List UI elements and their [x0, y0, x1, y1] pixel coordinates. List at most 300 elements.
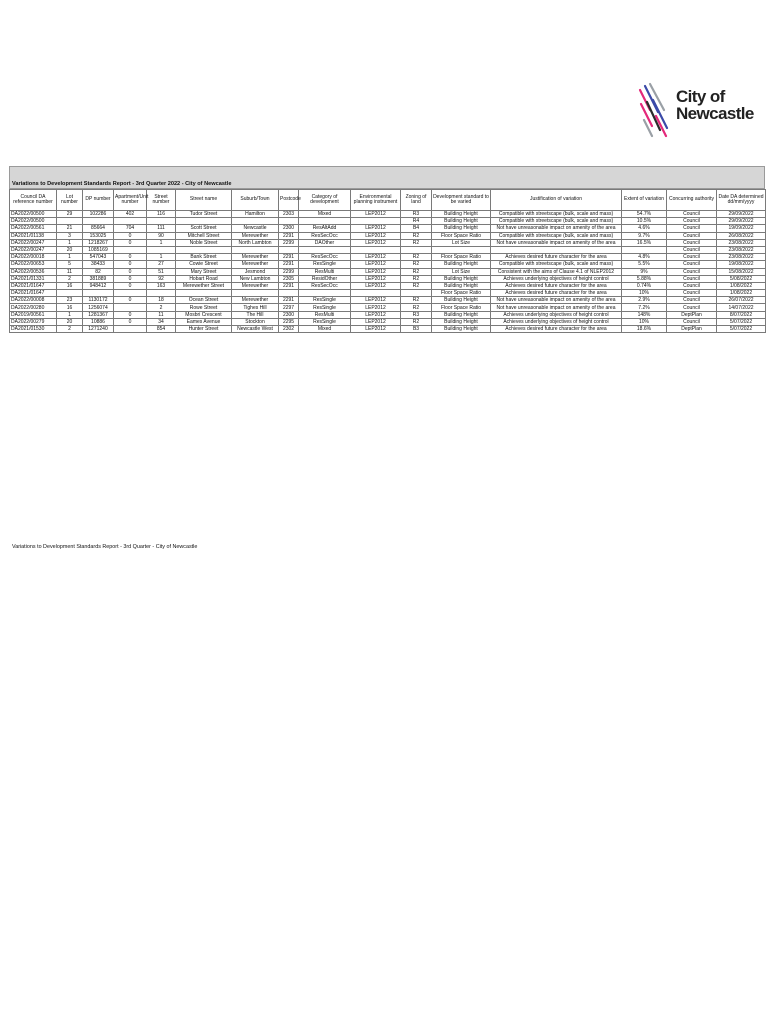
table-cell: DA2022/00247: [10, 239, 57, 246]
table-cell: 0.74%: [622, 282, 667, 289]
table-cell: Council: [667, 254, 717, 261]
table-cell: Achieves desired future character for the area: [491, 254, 622, 261]
table-cell: ResSingle: [299, 261, 351, 268]
table-cell: [147, 218, 176, 225]
table-cell: 2: [57, 326, 83, 333]
column-header: Development standard to be varied: [432, 190, 491, 211]
table-cell: Not have unreasonable impact on amenity of the area: [491, 304, 622, 311]
table-cell: 163: [147, 282, 176, 289]
table-cell: 29/09/2022: [717, 211, 766, 218]
table-cell: 51: [147, 268, 176, 275]
table-cell: 18.6%: [622, 326, 667, 333]
table-cell: Achieves underlying objectives of height control: [491, 318, 622, 325]
table-cell: 29/09/2022: [717, 218, 766, 225]
table-cell: 5.5%: [622, 261, 667, 268]
table-row: [10, 261, 766, 268]
table-cell: 5/08/2022: [717, 275, 766, 282]
table-cell: Compatible with streetscape (bulk, scale and mass): [491, 211, 622, 218]
table-cell: Council: [667, 318, 717, 325]
table-cell: 1: [147, 239, 176, 246]
table-cell: 2300: [279, 311, 299, 318]
table-cell: 148%: [622, 311, 667, 318]
table-cell: LEP2012: [351, 211, 401, 218]
table-cell: Lot Size: [432, 268, 491, 275]
table-cell: Council: [667, 290, 717, 297]
table-cell: 19/08/2022: [717, 261, 766, 268]
table-cell: 20: [57, 246, 83, 253]
table-cell: Building Height: [432, 311, 491, 318]
table-cell: 1: [57, 239, 83, 246]
table-cell: Achieves desired future character for the area: [491, 290, 622, 297]
table-cell: 1: [57, 254, 83, 261]
table-cell: Tighes Hill: [232, 304, 279, 311]
table-cell: [232, 246, 279, 253]
table-cell: [57, 218, 83, 225]
table-cell: 1/08/2022: [717, 282, 766, 289]
table-row: [10, 225, 766, 232]
table-cell: Compatible with streetscape (bulk, scale and mass): [491, 218, 622, 225]
table-cell: Building Height: [432, 211, 491, 218]
table-cell: R2: [401, 282, 432, 289]
table-cell: Floor Space Ratio: [432, 304, 491, 311]
table-cell: 3: [57, 232, 83, 239]
table-cell: 547043: [83, 254, 114, 261]
table-cell: 0: [114, 311, 147, 318]
table-cell: R2: [401, 261, 432, 268]
table-cell: 2.9%: [622, 297, 667, 304]
table-cell: 5.88%: [622, 275, 667, 282]
table-cell: DA2021/01647: [10, 290, 57, 297]
table-cell: 29: [57, 211, 83, 218]
table-cell: Tudor Street: [176, 211, 232, 218]
table-cell: DeptPlan: [667, 326, 717, 333]
table-cell: DA2022/00247: [10, 246, 57, 253]
table-cell: 54.7%: [622, 211, 667, 218]
table-cell: Floor Space Ratio: [432, 254, 491, 261]
table-cell: Lot Size: [432, 239, 491, 246]
table-cell: Mary Street: [176, 268, 232, 275]
table-cell: R2: [401, 297, 432, 304]
table-cell: 2305: [279, 275, 299, 282]
table-cell: Compatible with streetscape (bulk, scale and mass): [491, 261, 622, 268]
table-cell: [232, 218, 279, 225]
table-cell: Council: [667, 218, 717, 225]
table-cell: Floor Space Ratio: [432, 232, 491, 239]
table-cell: ResMulti: [299, 311, 351, 318]
table-cell: 90: [147, 232, 176, 239]
table-cell: R3: [401, 311, 432, 318]
table-cell: R3: [401, 211, 432, 218]
table-cell: [279, 290, 299, 297]
table-cell: [299, 290, 351, 297]
table-cell: Not have unreasonable impact on amenity of the area: [491, 297, 622, 304]
table-cell: 20: [57, 318, 83, 325]
table-cell: 0: [114, 268, 147, 275]
table-cell: 23/08/2022: [717, 239, 766, 246]
table-cell: Mosbri Crescent: [176, 311, 232, 318]
table-cell: 82: [83, 268, 114, 275]
table-cell: R2: [401, 239, 432, 246]
table-cell: 1130172: [83, 297, 114, 304]
table-cell: 102286: [83, 211, 114, 218]
table-cell: Compatible with streetscape (bulk, scale and mass): [491, 232, 622, 239]
table-row: [10, 254, 766, 261]
table-cell: 0: [114, 282, 147, 289]
table-cell: [491, 246, 622, 253]
table-cell: R2: [401, 275, 432, 282]
table-cell: Newcastle: [232, 225, 279, 232]
table-cell: LEP2012: [351, 275, 401, 282]
table-cell: Noble Street: [176, 239, 232, 246]
table-cell: DA2022/00280: [10, 304, 57, 311]
table-cell: DeptPlan: [667, 311, 717, 318]
table-cell: Council: [667, 232, 717, 239]
table-cell: 9.7%: [622, 232, 667, 239]
table-cell: 27: [147, 261, 176, 268]
table-cell: 381889: [83, 275, 114, 282]
table-cell: Building Height: [432, 282, 491, 289]
table-cell: Floor Space Ratio: [432, 290, 491, 297]
table-cell: LEP2012: [351, 232, 401, 239]
table-cell: 1/08/2022: [717, 290, 766, 297]
table-cell: B3: [401, 326, 432, 333]
table-cell: Hamilton: [232, 211, 279, 218]
table-cell: 8/07/2022: [717, 311, 766, 318]
table-cell: 85664: [83, 225, 114, 232]
table-cell: 23/08/2022: [717, 246, 766, 253]
table-cell: DA2022/00561: [10, 225, 57, 232]
table-cell: 16.5%: [622, 239, 667, 246]
table-cell: Scott Street: [176, 225, 232, 232]
table-cell: Achieves desired future character for the area: [491, 326, 622, 333]
table-cell: 26/08/2022: [717, 232, 766, 239]
table-cell: DA2022/00008: [10, 297, 57, 304]
table-cell: [83, 290, 114, 297]
table-cell: ResSingle: [299, 297, 351, 304]
table-row: [10, 275, 766, 282]
table-row: [10, 218, 766, 225]
table-cell: 26/07/2022: [717, 297, 766, 304]
table-cell: 2291: [279, 261, 299, 268]
table-cell: 1218267: [83, 239, 114, 246]
table-cell: DA2022/00500: [10, 218, 57, 225]
column-header: Apartment/Unit number: [114, 190, 147, 211]
table-cell: Building Height: [432, 297, 491, 304]
table-cell: [83, 218, 114, 225]
table-row: [10, 268, 766, 275]
table-cell: North Lambton: [232, 239, 279, 246]
table-row: [10, 311, 766, 318]
table-cell: Not have unreasonable impact on amenity of the area: [491, 225, 622, 232]
column-header: Zoning of land: [401, 190, 432, 211]
table-cell: LEP2012: [351, 318, 401, 325]
table-cell: [279, 218, 299, 225]
table-cell: DA2021/01138: [10, 232, 57, 239]
table-cell: 854: [147, 326, 176, 333]
table-cell: [622, 246, 667, 253]
column-header: DP number: [83, 190, 114, 211]
column-header: Date DA determined dd/mm/yyyy: [717, 190, 766, 211]
table-cell: [114, 304, 147, 311]
table-row: [10, 326, 766, 333]
table-cell: 21: [57, 225, 83, 232]
table-cell: Council: [667, 211, 717, 218]
table-cell: Merewether: [232, 282, 279, 289]
column-header: Concurring authority: [667, 190, 717, 211]
table-cell: ResSecOcc: [299, 232, 351, 239]
table-cell: 16: [57, 304, 83, 311]
column-header: Environmental planning instrument: [351, 190, 401, 211]
table-cell: Achieves underlying objectives of height control: [491, 311, 622, 318]
table-cell: Hobart Road: [176, 275, 232, 282]
table-cell: R2: [401, 268, 432, 275]
table-cell: LEP2012: [351, 311, 401, 318]
table-cell: The Hill: [232, 311, 279, 318]
table-cell: [176, 246, 232, 253]
table-row: [10, 239, 766, 246]
column-header: Street name: [176, 190, 232, 211]
table-cell: 5: [57, 261, 83, 268]
table-cell: 14/07/2022: [717, 304, 766, 311]
table-cell: DA2019/00561: [10, 311, 57, 318]
table-cell: DA2021/01647: [10, 282, 57, 289]
table-cell: R4: [401, 218, 432, 225]
table-row: [10, 282, 766, 289]
table-cell: 1281367: [83, 311, 114, 318]
table-cell: [432, 246, 491, 253]
table-cell: ResSecOcc: [299, 282, 351, 289]
table-cell: [176, 218, 232, 225]
table-cell: [401, 246, 432, 253]
table-cell: 2302: [279, 326, 299, 333]
report-title: Variations to Development Standards Report - 3rd Quarter 2022 - City of Newcastle: [12, 181, 232, 187]
table-row: [10, 246, 766, 253]
table-cell: 0: [114, 254, 147, 261]
table-cell: B4: [401, 225, 432, 232]
table-cell: [147, 246, 176, 253]
table-cell: Mixed: [299, 326, 351, 333]
column-header: Postcode: [279, 190, 299, 211]
table-cell: Rowe Street: [176, 304, 232, 311]
table-cell: 111: [147, 225, 176, 232]
table-cell: 0: [114, 275, 147, 282]
table-cell: Building Height: [432, 218, 491, 225]
table-cell: [401, 290, 432, 297]
table-cell: [299, 218, 351, 225]
table-cell: Jesmond: [232, 268, 279, 275]
table-cell: Eames Avenue: [176, 318, 232, 325]
table-cell: 10%: [622, 318, 667, 325]
logo-text-line2: Newcastle: [676, 104, 754, 123]
table-cell: 0: [114, 239, 147, 246]
table-cell: Mitchell Street: [176, 232, 232, 239]
table-cell: Merewether Street: [176, 282, 232, 289]
table-cell: [351, 290, 401, 297]
table-cell: Ocean Street: [176, 297, 232, 304]
table-cell: DA2022/00536: [10, 268, 57, 275]
table-cell: Merewether: [232, 297, 279, 304]
column-header: Suburb/Town: [232, 190, 279, 211]
table-cell: [57, 290, 83, 297]
variations-table: [9, 189, 766, 333]
table-cell: 1: [57, 311, 83, 318]
table-cell: DA2022/00500: [10, 211, 57, 218]
table-cell: DA2022/00018: [10, 254, 57, 261]
table-cell: Newcastle West: [232, 326, 279, 333]
table-cell: Not have unreasonable impact on amenity of the area: [491, 239, 622, 246]
table-cell: 4.8%: [622, 254, 667, 261]
table-cell: ResSecOcc: [299, 254, 351, 261]
table-cell: 2299: [279, 239, 299, 246]
table-cell: ResSingle: [299, 318, 351, 325]
page-footer: Variations to Development Standards Report - 3rd Quarter - City of Newcastle: [12, 544, 198, 550]
table-cell: DA2021/01331: [10, 275, 57, 282]
table-header-row: [10, 190, 766, 211]
table-cell: LEP2012: [351, 282, 401, 289]
table-cell: Building Height: [432, 318, 491, 325]
table-cell: 0: [114, 261, 147, 268]
table-cell: 4.6%: [622, 225, 667, 232]
table-cell: ResSingle: [299, 304, 351, 311]
table-cell: 2291: [279, 282, 299, 289]
table-cell: ResidOther: [299, 275, 351, 282]
table-cell: Council: [667, 246, 717, 253]
table-cell: DAOther: [299, 239, 351, 246]
table-cell: [114, 290, 147, 297]
table-cell: Merewether: [232, 232, 279, 239]
table-cell: 23: [57, 297, 83, 304]
table-cell: 2291: [279, 254, 299, 261]
table-cell: R2: [401, 232, 432, 239]
table-cell: 2303: [279, 211, 299, 218]
table-cell: LEP2012: [351, 239, 401, 246]
table-cell: 10886: [83, 318, 114, 325]
table-body: [10, 211, 766, 333]
table-cell: Bank Street: [176, 254, 232, 261]
column-header: Council DA reference number: [10, 190, 57, 211]
table-cell: 2291: [279, 232, 299, 239]
table-cell: LEP2012: [351, 225, 401, 232]
table-cell: LEP2012: [351, 254, 401, 261]
table-cell: Stockton: [232, 318, 279, 325]
table-cell: New Lambton: [232, 275, 279, 282]
table-cell: 1256074: [83, 304, 114, 311]
table-cell: LEP2012: [351, 268, 401, 275]
table-cell: LEP2012: [351, 304, 401, 311]
table-cell: 2291: [279, 297, 299, 304]
logo-text-line1: City of: [676, 87, 725, 106]
table-cell: 16: [57, 282, 83, 289]
table-cell: 38433: [83, 261, 114, 268]
table-cell: 0: [114, 297, 147, 304]
table-cell: Council: [667, 239, 717, 246]
table-cell: 19/09/2022: [717, 225, 766, 232]
table-cell: 5/07/2022: [717, 318, 766, 325]
table-cell: 23/08/2022: [717, 254, 766, 261]
table-cell: 7.2%: [622, 304, 667, 311]
table-cell: 11: [147, 311, 176, 318]
table-cell: Council: [667, 275, 717, 282]
table-cell: 2300: [279, 225, 299, 232]
city-of-newcastle-logo: [636, 80, 754, 142]
table-cell: 153025: [83, 232, 114, 239]
table-cell: [147, 290, 176, 297]
table-cell: Merewether: [232, 254, 279, 261]
table-cell: [114, 246, 147, 253]
table-cell: 2: [57, 275, 83, 282]
table-cell: Building Height: [432, 225, 491, 232]
table-cell: 0: [114, 232, 147, 239]
table-cell: R2: [401, 254, 432, 261]
table-cell: Achieves desired future character for the area: [491, 282, 622, 289]
table-cell: 18: [147, 297, 176, 304]
table-cell: 0: [114, 318, 147, 325]
table-cell: Consistent with the aims of Clause 4.1 of NLEP2012: [491, 268, 622, 275]
table-cell: 34: [147, 318, 176, 325]
table-cell: 2297: [279, 304, 299, 311]
table-cell: Building Height: [432, 261, 491, 268]
table-cell: Mixed: [299, 211, 351, 218]
table-cell: 10%: [622, 290, 667, 297]
table-cell: [232, 290, 279, 297]
table-cell: DA2022/00279: [10, 318, 57, 325]
table-cell: Merewether: [232, 261, 279, 268]
table-cell: [351, 246, 401, 253]
table-cell: 10.5%: [622, 218, 667, 225]
table-row: [10, 232, 766, 239]
table-cell: DA2021/01530: [10, 326, 57, 333]
table-cell: ResAltAdd: [299, 225, 351, 232]
table-cell: [279, 246, 299, 253]
table-cell: LEP2012: [351, 326, 401, 333]
table-cell: Hunter Street: [176, 326, 232, 333]
table-cell: DA2022/00653: [10, 261, 57, 268]
table-cell: 1: [147, 254, 176, 261]
column-header: Category of development: [299, 190, 351, 211]
table-cell: Council: [667, 304, 717, 311]
table-cell: LEP2012: [351, 297, 401, 304]
table-cell: LEP2012: [351, 261, 401, 268]
table-cell: Council: [667, 282, 717, 289]
table-cell: [114, 218, 147, 225]
table-cell: 11: [57, 268, 83, 275]
table-cell: 116: [147, 211, 176, 218]
table-cell: 1085169: [83, 246, 114, 253]
table-cell: Building Height: [432, 326, 491, 333]
table-cell: ResMulti: [299, 268, 351, 275]
table-cell: Council: [667, 225, 717, 232]
table-cell: Council: [667, 268, 717, 275]
table-cell: 2299: [279, 268, 299, 275]
table-cell: 15/08/2022: [717, 268, 766, 275]
table-cell: Cowie Street: [176, 261, 232, 268]
logo-wordmark: [676, 88, 754, 122]
table-row: [10, 211, 766, 218]
table-cell: 92: [147, 275, 176, 282]
table-cell: [351, 218, 401, 225]
column-header: Extent of variation: [622, 190, 667, 211]
table-cell: 402: [114, 211, 147, 218]
table-row: [10, 304, 766, 311]
column-header: Street number: [147, 190, 176, 211]
table-row: [10, 318, 766, 325]
table-cell: Council: [667, 261, 717, 268]
table-row: [10, 290, 766, 297]
table-cell: 1271240: [83, 326, 114, 333]
table-cell: [176, 290, 232, 297]
table-cell: 948412: [83, 282, 114, 289]
table-cell: 2: [147, 304, 176, 311]
